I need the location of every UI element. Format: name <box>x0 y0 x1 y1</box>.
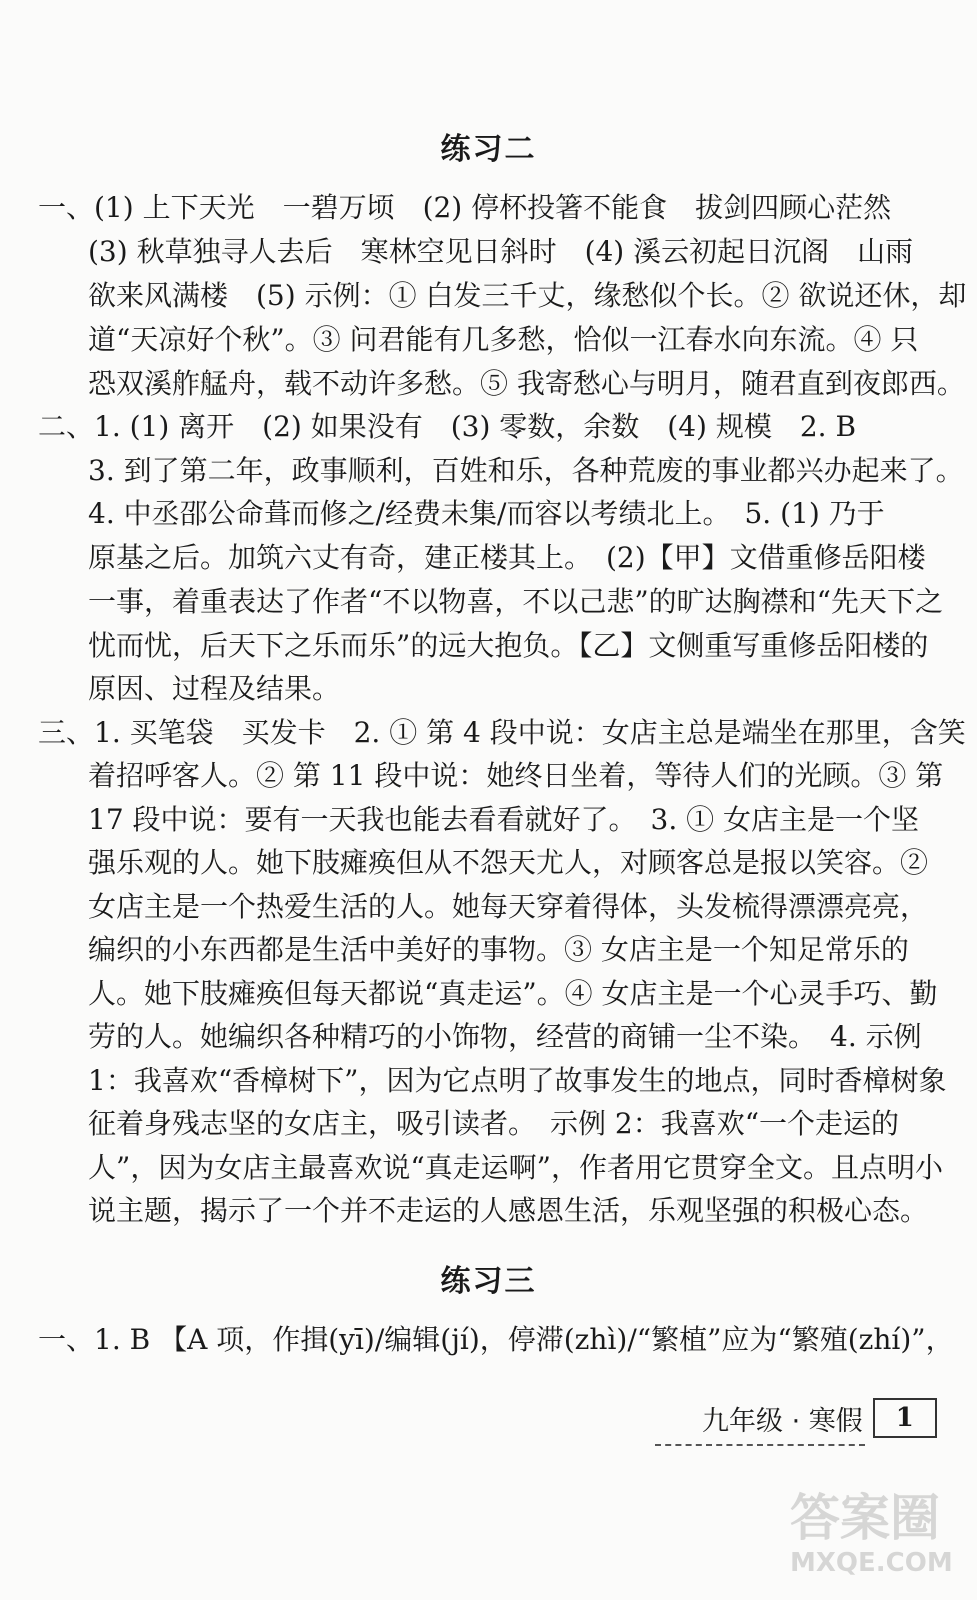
text-line: 征着身残志坚的女店主，吸引读者。 示例 2：我喜欢“一个走运的 <box>88 1107 900 1140</box>
grade-label: 九年级 · 寒假 <box>702 1405 863 1437</box>
text-line: 人”，因为女店主最喜欢说“真走运啊”，作者用它贯穿全文。且点明小 <box>88 1151 943 1184</box>
text-line: 一事，着重表达了作者“不以物喜，不以己悲”的旷达胸襟和“先天下之 <box>88 585 943 618</box>
text-line: 人。她下肢瘫痪但每天都说“真走运”。④ 女店主是一个心灵手巧、勤 <box>88 977 938 1010</box>
text-line: 4. 中丞邵公命葺而修之/经费未集/而容以考绩北上。 5. (1) 乃于 <box>88 497 885 530</box>
watermark-url: MXQE.COM <box>790 1548 953 1578</box>
footer-divider <box>655 1444 865 1446</box>
text-line: 道“天凉好个秋”。③ 问君能有几多愁，恰似一江春水向东流。④ 只 <box>88 323 919 356</box>
page-footer <box>702 1398 937 1438</box>
text-line: 3. 到了第二年，政事顺利，百姓和乐，各种荒废的事业都兴办起来了。 <box>88 454 964 487</box>
text-line: 二、1. (1) 离开 (2) 如果没有 (3) 零数，余数 (4) 规模 2. B <box>38 410 857 443</box>
text-line: 17 段中说：要有一天我也能去看看就好了。 3. ① 女店主是一个坚 <box>88 803 920 836</box>
text-line: 忧而忧，后天下之乐而乐”的远大抱负。【乙】文侧重写重修岳阳楼的 <box>88 629 929 662</box>
section-title-practice-2: 练习二 <box>440 132 537 167</box>
text-line: 一、(1) 上下天光 一碧万顷 (2) 停杯投箸不能食 拔剑四顾心茫然 <box>38 191 892 224</box>
text-line: 欲来风满楼 (5) 示例：① 白发三千丈，缘愁似个长。② 欲说还休，却 <box>88 279 967 312</box>
text-line: 强乐观的人。她下肢瘫痪但从不怨天尤人，对顾客总是报以笑容。② <box>88 846 929 879</box>
watermark-logo: 答案圈 <box>790 1489 940 1547</box>
text-line: 原因、过程及结果。 <box>88 672 341 705</box>
text-line: 编织的小东西都是生活中美好的事物。③ 女店主是一个知足常乐的 <box>88 933 909 966</box>
text-line: (3) 秋草独寻人去后 寒林空见日斜时 (4) 溪云初起日沉阁 山雨 <box>88 235 914 268</box>
section-title-practice-3: 练习三 <box>440 1264 537 1299</box>
text-line: 说主题，揭示了一个并不走运的人感恩生活，乐观坚强的积极心态。 <box>88 1194 929 1227</box>
page-number: 1 <box>873 1398 937 1438</box>
text-line: 原基之后。加筑六丈有奇，建正楼其上。 (2)【甲】文借重修岳阳楼 <box>88 541 926 574</box>
text-line: 女店主是一个热爱生活的人。她每天穿着得体，头发梳得漂漂亮亮， <box>88 890 929 923</box>
text-line: 着招呼客人。② 第 11 段中说：她终日坐着，等待人们的光顾。③ 第 <box>88 759 944 792</box>
text-line: 劳的人。她编织各种精巧的小饰物，经营的商铺一尘不染。 4. 示例 <box>88 1020 922 1053</box>
text-line: 恐双溪舴艋舟，载不动许多愁。⑤ 我寄愁心与明月，随君直到夜郎西。 <box>88 367 965 400</box>
text-line: 三、1. 买笔袋 买发卡 2. ① 第 4 段中说：女店主总是端坐在那里，含笑 <box>38 716 966 749</box>
watermark <box>790 1478 965 1588</box>
text-line: 一、1. B 【A 项，作揖(yī)/编辑(jí)，停滞(zhì)/“繁植”应为“繁殖(zhí)”， <box>38 1323 954 1356</box>
text-line: 1：我喜欢“香樟树下”，因为它点明了故事发生的地点，同时香樟树象 <box>88 1064 947 1097</box>
